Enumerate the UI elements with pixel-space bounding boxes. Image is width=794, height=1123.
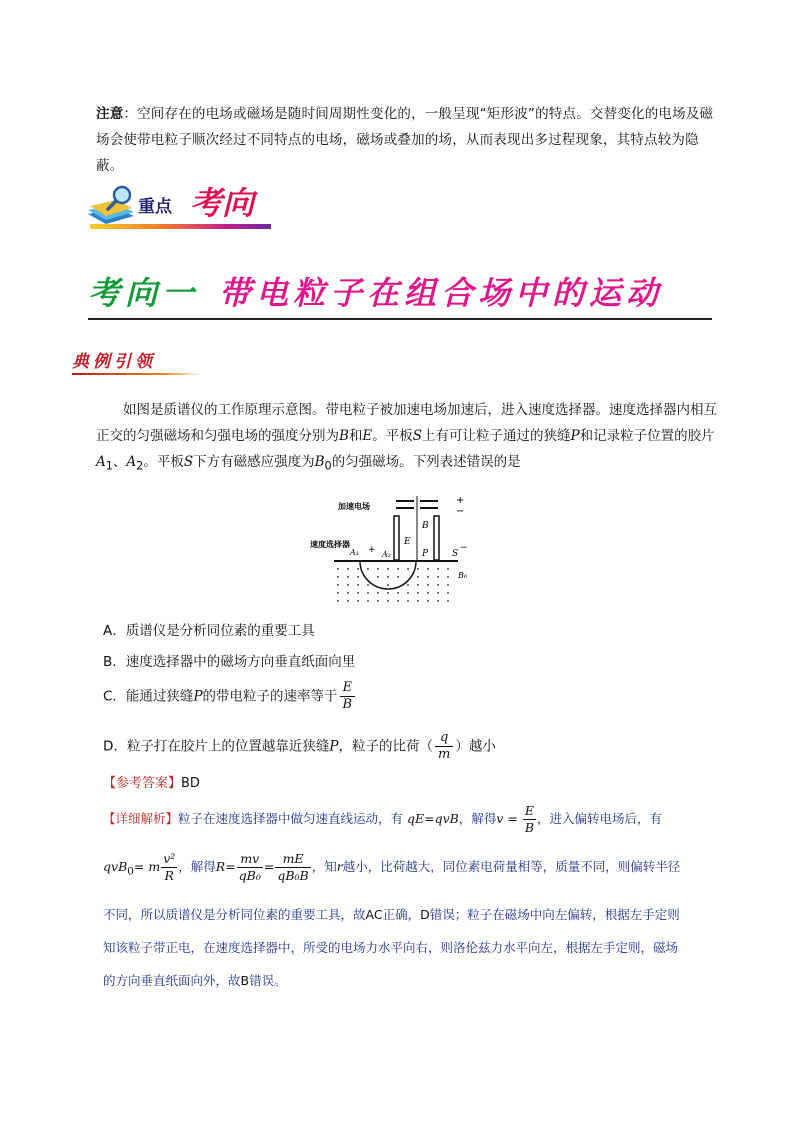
field-dot [427,600,429,602]
fraction-numerator: q [435,730,453,747]
fraction-numerator: E [523,803,536,820]
equation-m: = m [133,859,161,874]
fraction-E-over-B [340,680,356,713]
field-dot [437,584,439,586]
plus-sign-top: + [456,495,465,506]
question-part: 。平板 [143,454,184,470]
option-d [103,730,496,763]
label-A1: A₁ [350,548,359,557]
option-d-text: D．粒子打在胶片上的位置越靠近狭缝 [103,738,330,755]
symbol-P: P [570,428,580,444]
mass-spectrometer-diagram [308,494,492,606]
field-dot [427,568,429,570]
explanation-tag: 【详细解析】 [103,811,179,826]
field-dot [427,584,429,586]
explanation-line-2 [103,851,680,884]
field-dot [447,584,449,586]
field-dot [447,568,449,570]
fraction-denominator: m [438,747,451,762]
question-part: 、 [112,454,127,470]
field-dot [337,584,339,586]
subscript-2: 2 [136,459,144,473]
explanation-text: 粒子在速度选择器中做匀速直线运动，有 [178,811,407,826]
explanation-line-1: 【详细解析】粒子在速度选择器中做匀速直线运动，有 qE=qvB，解得v = $\frac{E}{B}$ ，进入偏转电场后，有 [103,803,663,835]
label-P: P [422,549,429,559]
field-dot [407,584,409,586]
field-dot [357,592,359,594]
explanation-text: 的方向垂直纸面向外，故 [103,973,241,988]
books-magnifier-icon [86,184,142,226]
equation-qE-qvB: qE=qvB [407,811,459,826]
explanation-text: ，解得 [458,811,497,826]
field-dot [367,584,369,586]
field-dot [347,584,349,586]
question-part: 如图是质谱仪的工作原理示意图。带电粒子被加速电场加速后，进入速度选择器。速度选择器内相互正交的匀强磁场和匀强电场的强度分别为 [96,402,717,444]
note-paragraph [96,101,721,179]
field-dot [407,592,409,594]
field-dot [417,568,419,570]
note-label: 注意 [96,106,124,122]
field-dot [427,592,429,594]
label-accel-field: 加速电场 [338,502,370,511]
field-dot [417,576,419,578]
label-A2: A₂ [382,550,391,559]
equation-R: R= [215,859,236,874]
fraction-denominator: qB₀B [277,868,309,883]
answer-value: BD [181,776,200,791]
note-text: ：空间存在的电场或磁场是随时间周期性变化的，一般呈现“矩形波”的特点。交替变化的电场及磁场会使带电粒子顺次经过不同特点的电场，磁场或叠加的场，从而表现出多过程现象，其特点较为隐蔽。 [96,106,714,174]
option-d-text: ）越小 [455,738,496,755]
fraction-denominator: R [164,868,174,883]
field-dot [377,600,379,602]
field-dot [397,568,399,570]
question-part: 下方有磁感应强度为 [193,454,315,470]
field-dot [437,600,439,602]
fraction-E-over-B [523,803,536,836]
symbol-r: r [336,859,343,874]
field-dot [437,568,439,570]
fraction-numerator: E [340,680,356,697]
field-dot [347,568,349,570]
field-dot [387,600,389,602]
explanation-text: 错误。 [249,973,287,988]
option-a: A．质谱仪是分析同位素的重要工具 [103,623,315,639]
field-dot [337,568,339,570]
badge-big-text: 考向 [190,184,255,222]
explanation-line-5 [103,971,287,989]
fraction-denominator: qB₀ [238,868,261,883]
fraction-numerator: mE [275,851,310,868]
question-text [96,397,721,480]
key-direction-badge [86,178,271,234]
explanation-letters: D [420,907,430,922]
option-d-text: ，粒子的比荷（ [338,738,433,755]
option-c [103,680,357,713]
subscript-0: 0 [324,459,332,473]
field-dot [447,592,449,594]
explanation-text: ，知 [311,859,337,874]
explanation-text: ，进入偏转电场后，有 [537,811,663,826]
symbol-E: E [362,428,373,444]
question-part: 和记录粒子位置的胶片 [579,428,715,444]
fraction-mE-over-qB0B [275,851,310,884]
field-dot [397,576,399,578]
field-dot [427,576,429,578]
field-dot [397,592,399,594]
explanation-line-3 [103,905,680,923]
question-part: 上有可让粒子通过的狭缝 [422,428,571,444]
explanation-text: 越小，比荷越大，同位素电荷量相等，质量不同，则偏转半径 [342,859,681,874]
explanation-line-4: 知该粒子带正电，在速度选择器中，所受的电场力水平向右，则洛伦兹力水平向左，根据左手定则，磁场 [103,940,679,955]
label-S: S [452,549,459,559]
symbol-v: v [496,811,504,826]
symbol-B0: B [314,454,325,470]
fraction-mv-over-qB0 [237,851,263,884]
symbol-S: S [412,428,423,444]
field-dot [357,576,359,578]
field-dot [337,592,339,594]
magnetic-field-dots [337,568,449,602]
question-part: 的匀强磁场。下列表述错误的是 [331,454,521,470]
field-dot [337,600,339,602]
field-dot [357,600,359,602]
label-velocity-selector: 速度选择器 [310,540,350,549]
badge-small-text: 重点 [138,197,172,217]
selector-plate-right [434,516,439,560]
explanation-text: 正确， [382,907,421,922]
field-dot [347,592,349,594]
field-dot [357,568,359,570]
question-part: 。平板 [372,428,413,444]
example-label-underline [72,373,202,375]
field-dot [397,600,399,602]
fraction-denominator: B [524,820,535,835]
field-dot [347,576,349,578]
answer-tag: 【参考答案】 [103,776,182,791]
reference-answer [103,772,200,791]
label-E: E [404,537,411,547]
plus-sign-left: + [368,545,376,555]
field-dot [417,584,419,586]
label-B: B [422,521,429,531]
field-dot [417,600,419,602]
equals-sign: = [263,859,275,874]
field-dot [367,600,369,602]
symbol-P: P [329,738,339,755]
explanation-text: 错误；粒子在磁场中向左偏转，根据左手定则 [429,907,680,922]
field-dot [337,576,339,578]
explanation-text: ，解得 [178,859,216,874]
selector-plate-left [394,516,399,560]
subscript-1: 1 [105,459,113,473]
field-dot [387,568,389,570]
field-dot [357,584,359,586]
heading-title: 带电粒子在组合场中的运动 [219,274,664,312]
symbol-A1: A [96,454,106,470]
minus-sign-right: − [460,543,468,553]
example-label [72,347,252,377]
symbol-P: P [193,688,203,705]
subscript-0: 0 [127,865,134,878]
explanation-letters: AC [365,907,383,922]
field-dot [407,568,409,570]
section-heading [88,268,713,320]
question-part: 和 [348,428,363,444]
explanation-text: 不同，所以质谱仪是分析同位素的重要工具，故 [103,907,366,922]
heading-rule [88,318,712,320]
field-dot [347,600,349,602]
field-dot [407,600,409,602]
fraction-numerator: mv [237,851,263,868]
minus-sign-top: − [456,506,465,517]
label-B0: B₀ [458,571,468,580]
symbol-S: S [183,454,194,470]
field-dot [447,600,449,602]
symbol-B: B [339,428,349,444]
explanation-letters: B [240,973,250,988]
fraction-q-over-m [435,730,453,763]
fraction-v2-over-R [161,851,177,884]
fraction-denominator: B [342,697,353,712]
field-dot [377,568,379,570]
field-dot [377,592,379,594]
badge-underline [90,224,271,229]
field-dot [367,592,369,594]
field-dot [437,592,439,594]
field-dot [417,592,419,594]
field-dot [437,576,439,578]
field-dot [377,576,379,578]
symbol-A2: A [126,454,137,470]
field-dot [387,576,389,578]
option-c-text: 的带电粒子的速率等于 [202,688,338,705]
option-b: B．速度选择器中的磁场方向垂直纸面向里 [103,654,356,670]
field-dot [447,576,449,578]
example-label-text: 典例引领 [72,352,156,372]
equation-qvB0: qvB [103,859,128,874]
field-dot [387,584,389,586]
heading-number: 考向一 [88,274,200,312]
fraction-numerator: v² [163,851,176,866]
field-dot [367,568,369,570]
option-c-text: C．能通过狭缝 [103,688,194,705]
field-dot [387,592,389,594]
